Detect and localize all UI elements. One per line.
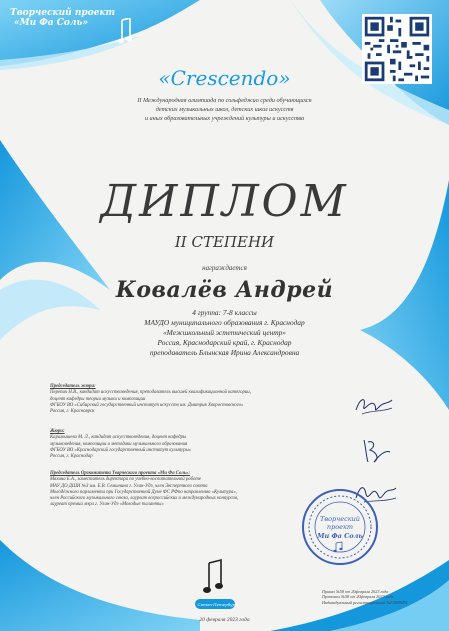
member-signature: [360, 436, 394, 466]
description-line: и иных образовательных учреждений культуры и искусства: [144, 115, 305, 122]
info-line: 4 группа: 7-8 классы: [192, 308, 257, 317]
info-line: Россия, Краснодарский край, г. Краснодар: [157, 338, 292, 347]
recipient-name: Ковалёв Андрей: [115, 277, 334, 303]
order-info: [322, 589, 407, 605]
info-line: МАУДО муниципального образования г. Краснодар: [144, 318, 305, 327]
committee-line: Махина Е.А., заместитель директора по учебно-воспитательной работе: [50, 477, 202, 483]
jury-line: ФГБОУ ВО «Сибирский государственный институт искусств им. Дмитрия Хворостовского»: [50, 402, 244, 408]
committee-line: МАУ ДО ДШИ №3 им. Е.В. Семынина г. Улан-Удэ, член Экспертного совета: [50, 483, 208, 489]
jury-line: Россия, г. Краснодар: [50, 454, 93, 460]
recipient-info: [0, 308, 449, 358]
city-label: г. Санкт-Петербург: [193, 602, 237, 607]
brand-name-line2: «Ми Фа Соль»: [14, 18, 89, 28]
jury-line: Карамышева М. Л., кандидат искусствоведения, доцент кафедры: [50, 435, 187, 441]
brand-logo: [10, 8, 130, 28]
official-stamp: [300, 487, 380, 567]
committee-line: Молодёжного парламента при Государственной Думе ФС РФпо направлению «Культура»,: [50, 489, 237, 495]
committee-line: лауреат премии мэра г. Улан-Удэ «Молодые таланты»: [50, 502, 164, 508]
stamp-line3: Ми Фа Соль: [317, 532, 363, 540]
issue-date: 20 февраля 2023 года: [199, 617, 250, 623]
stamp-line2: проект: [326, 523, 354, 531]
diploma-title: ДИПЛОМ: [100, 176, 349, 227]
order-line: Протокол №58 от 20февраля 2023 года: [322, 594, 394, 600]
order-line: Приказ №58 от 20февраля 2023 года: [322, 589, 389, 594]
description-line: II Международная олимпиада по сольфеджио среди обучающихся: [137, 97, 312, 104]
olympiad-title: «Crescendo»: [158, 66, 291, 90]
info-line: преподаватель Блынская Ирина Александровна: [149, 348, 300, 357]
diploma-degree: II СТЕПЕНИ: [174, 233, 275, 251]
order-line: Индивидуальный регистрационный №F2609693: [322, 599, 408, 605]
jury-member-block: [50, 429, 350, 460]
olympiad-description: [0, 96, 449, 123]
jury-line: Перепич Н.В., кандидат искусствоведения, преподаватель высшей квалификационной категории,: [50, 390, 251, 396]
jury-chair-heading: Председатель жюри:: [50, 384, 96, 389]
jury-line: музыковедения, композиции и методики музыкального образования: [50, 441, 188, 447]
chair-signature: [352, 392, 396, 420]
awarded-label: награждается: [202, 264, 247, 272]
city-logo: [193, 555, 237, 615]
jury-member-heading: Жюри:: [50, 429, 65, 434]
jury-line: доцент кафедры теории музыки и композиции: [50, 396, 146, 402]
committee-line: член Российского музыкального союза, лауреат всероссийских и международных конкурсов,: [50, 496, 239, 502]
stamp-line1: Творческий: [320, 515, 360, 523]
committee-heading: Председатель Оргкомитета Творческого проекта «Ми Фа Соль»:: [50, 471, 190, 476]
description-line: детских музыкальных школ, детских школ искусств: [155, 106, 294, 113]
jury-chair-block: [50, 384, 350, 415]
jury-line: Россия, г. Красноярск: [50, 409, 95, 415]
brand-name-line1: Творческий проект: [10, 8, 116, 18]
info-line: «Межшкольный эстетический центр»: [162, 328, 287, 337]
jury-line: ФГБОУ ВО «Краснодарский государственный институт культуры»: [50, 447, 192, 453]
music-note-icon: [118, 18, 132, 46]
